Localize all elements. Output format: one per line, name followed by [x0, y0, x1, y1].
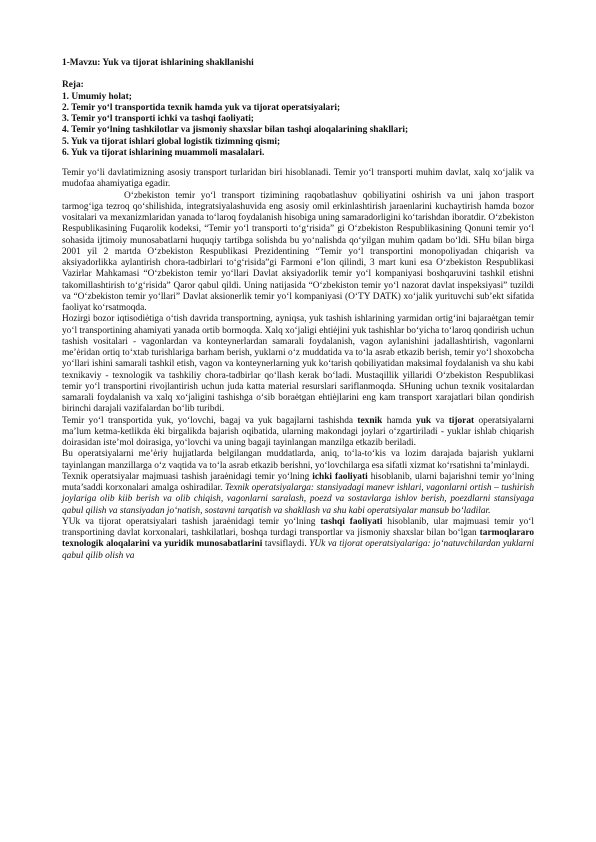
plan-item: 5. Yuk va tijorat ishlari global logistik tizimning qismi;	[62, 136, 281, 147]
paragraph-operations	[62, 416, 534, 450]
text-run: va	[431, 415, 449, 426]
text-run: tavsiflaydi.	[262, 539, 310, 550]
plan-item: 2. Temir yo‘l transportida texnik hamda yuk va tijorat operatsiyalari;	[62, 102, 341, 113]
text-run: hisoblanib, ular majmuasi temir yo‘l transportining davlat korxonalari, tashkilatlari, boshqa turdagi transportlar va jismoniy shaxslar bilan bo‘lgan	[62, 516, 534, 538]
text-run: Texnik operatsiyalar majmuasi tashish jaraėnidagi temir yo‘lning	[62, 471, 313, 482]
plan-item: 3. Temir yo‘l transporti ichki va tashqi faoliyati;	[62, 114, 254, 124]
paragraph-market-economy: Hozirgi bozor iqtisodiėtiga o‘tish davrida transportning, ayniqsa, yuk tashish ishlarining yarmidan ortig‘ini bajaraėtgan temir yo‘l transportining ahamiyati yanada ortib bormoqda. Xalq xo‘jaligi ehtiėjini yuk tashishlar bo‘yicha to‘laroq qondirish uchun tashish vositalari - vagonlardan va konteynerlardan samarali foydalanish, vagon aylanishini jadallashtirish, vagonlarni me’ėridan ortiq to‘xtab turishlariga barham berish, yuklarni o‘z muddatida va to‘la asrab etkazib berish, temir yo‘l shoxobcha yo‘llari ishini samarali tashkil etish, vagon va konteynerlarning yuk ko‘tarish qobiliyatidan maksimal foydalanish va shu kabi texnikaviy - texnologik va tashkiliy chora-tadbirlar qo‘llash kerak bo‘ladi. Mustaqillik yillaridi O‘zbekiston Respublikasi temir yo‘l transportini rivojlantirish uchun juda katta material resurslari sariflanmoqda. SHuning uchun texnik vositalardan samarali foydalanish va xalq xo‘jaligini tashishga o‘sib boraėtgan ehtiėjlarini eng kam transport xarajatlari bilan qondirish birinchi darajali vazifalardan bo‘lib turibdi.	[62, 314, 535, 415]
paragraph-technical-operations	[62, 472, 534, 517]
text-run: tashqi faoliyati	[320, 516, 383, 527]
paragraph-deadlines: Bu operatsiyalarni me’ėriy hujjatlarda belgilangan muddatlarda, aniq, to‘la-to‘kis va lozim darajada bajarish yuklarni tayinlangan manzillarga o‘z vaqtida va to‘la asrab etkazib berishni, yo‘lovchilarga esa sifatli xizmat ko‘rsatishni ta’minlaydi.	[62, 449, 534, 471]
text-run: tijorat	[448, 415, 475, 426]
plan-list	[62, 92, 534, 160]
page-title: 1-Mavzu: Yuk va tijorat ishlarining shakllanishi	[62, 58, 254, 68]
text-run: tarmoqlararo texnologik aloqalarini va yuridik munosabatlarini	[62, 528, 534, 550]
text-run: YUk va tijorat operatsiyalari tashish jaraėnidagi temir yo‘lning	[62, 516, 321, 527]
text-run: Temir yo‘l transportida yuk, yo‘lovchi, bagaj va yuk bagajlarni tashishda	[62, 415, 358, 426]
text-run: ichki faoliyati	[312, 471, 368, 482]
plan-item: 1. Umumiy holat;	[62, 91, 132, 102]
text-run: hamda	[382, 415, 417, 426]
text-run: hisoblanib, ularni bajarishni temir yo‘lning muta’saddi korxonalari amalga oshiradilar.	[62, 471, 534, 493]
text-run: yuk	[416, 415, 432, 426]
plan-heading: Reja:	[62, 80, 84, 91]
text-run: Texnik operatsiyalarga: stansiyadagi manevr ishlari, vagonlarni ortish – tushirish joylariga olib kiib berish va olib chiqish, vagonlarni saralash, poezd va sostavlarga ishlov berish, poezdlarni stansiyaga qabul qilish va stansiyadan jo‘natish, sostavni tarqatish va shakllash va shu kabi operatsiyalar mansub bo‘ladilar.	[62, 483, 534, 516]
paragraph-competitiveness: O‘zbekiston temir yo‘l transport tizimining raqobatlashuv qobiliyatini oshirish va uni jahon trasport tarmog‘iga tezroq qo‘shilishida, integratsiyalashuvida eng asosiy omil erkinlashtirish jaraenlarini kuchaytirish hamda bozor vositalari va mexanizmlaridan yanada to‘laroq foydalanish hisobiga uning samaradorligini ko‘tarishdan iboratdir. O‘zbekiston Respublikasining Fuqarolik kodeksi, “Temir yo‘l transporti to‘g‘risida” gi O‘zbekiston Respublikasining Qonuni temir yo‘l sohasida ijtimoiy munosabatlarni huquqiy tartibga solishda bu yo‘nalishda qo‘yilgan muhim qadam bo‘ldi. SHu bilan birga 2001 yil 2 martda O‘zbekiston Respublikasi Prezidentining “Temir yo‘l transportini monopoliyadan chiqarish va aksiyadorlikka aylantirish chora-tadbirlari to‘g‘risida”gi Farmoni e’lon qilindi, 3 mart kuni esa O‘zbekiston Respublikasi Vazirlar Mahkamasi “O‘zbekiston temir yo‘llari Davlat aksiyadorlik temir yo‘l kompaniyasi boshqaruvini tashkil etishni takomillashtirish to‘g‘risida” Qaror qabul qildi. Uning natijasida “O‘zbekiston temir yo‘l nazorat davlat inspeksiyasi” tuzildi va “O‘zbekiston temir yo‘llari” Davlat aksionerlik temir yo‘l kompaniyasi (O‘TY DATK) xo‘jalik yurituvchi sub’ekt sifatida faoliyat ko‘rsatmoqda.	[62, 190, 534, 313]
paragraph-intro: Temir yo‘li davlatimizning asosiy transport turlaridan biri hisoblanadi. Temir yo‘l transporti muhim davlat, xalq xo‘jalik va mudofaa ahamiyatiga egadir.	[62, 168, 534, 190]
plan-item: 6. Yuk va tijorat ishlarining muammoli masalalari.	[62, 147, 265, 158]
paragraph-commercial-operations	[62, 517, 534, 562]
text-run: operatsiyalarni ma’lum ketma-ketlikda ėki birgalikda bajarish oqibatida, ularning makondagi joylari o‘zgartiriladi - yuklar ishlab chiqarish doirasidan iste’mol doirasiga, yo‘lovchi va uning bagaji tayinlangan manzilga etkazib beriladi.	[62, 415, 535, 448]
text-run: texnik	[357, 415, 383, 426]
text-run: YUk va tijorat operatsiyalariga: jo‘natuvchilardan yuklarni qabul qilib olish va	[62, 539, 535, 561]
plan-item: 4. Temir yo‘lning tashkilotlar va jismoniy shaxslar bilan tashqi aloqalarining shakllari;	[62, 125, 409, 136]
